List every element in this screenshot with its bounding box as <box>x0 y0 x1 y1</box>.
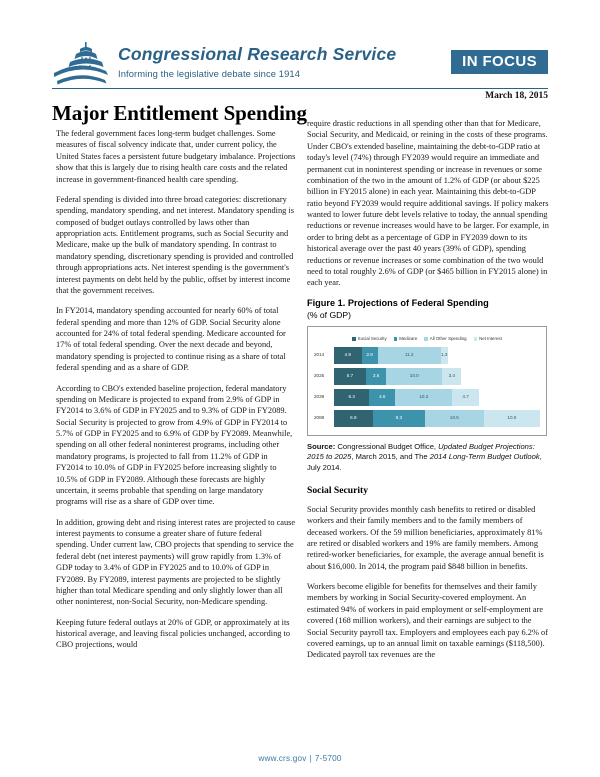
figure-title: Figure 1. Projections of Federal Spending <box>307 297 489 308</box>
bar-track <box>334 410 540 427</box>
source-text: Congressional Budget Office, <box>335 441 439 451</box>
bar-segment: 10.0 <box>484 410 540 427</box>
publication-date: March 18, 2015 <box>485 91 548 101</box>
bar-track <box>334 347 540 364</box>
figure-subtitle: (% of GDP) <box>307 310 351 321</box>
masthead <box>52 40 548 92</box>
bar-segment: 3.6 <box>366 368 386 385</box>
bar-category-label: 2025 <box>314 373 325 379</box>
bar-segment: 6.9 <box>334 410 373 427</box>
legend-swatch-icon <box>394 337 398 341</box>
bar-segment: 11.2 <box>378 347 441 364</box>
bar-empty-space <box>448 347 540 364</box>
bar-segment: 3.4 <box>442 368 461 385</box>
body-paragraph: According to CBO's extended baseline projection, federal mandatory spending on Medicare is projected to expand from 2.9% of GDP in FY2014 to 3.6% of GDP in FY2025 and to 9.3% of GDP in FY2089. Social Security is projected to grow from 4.9% of GDP in FY2014 to 5.7% of GDP in FY2025 and to 6.9% of GDP by FY2089. Meanwhile, spending on all other federal noninterest programs, including other mandatory programs, is projected to fall from 11.2% of GDP in FY2014 to 10.0% of GDP in FY2025 before increasing slightly to 10.5% of GDP in FY2089. Although these forecasts are highly uncertain, it seems probable that spending on large mandatory programs will rise as a share of GDP over time. <box>56 383 293 507</box>
chart-bar-row <box>312 410 540 427</box>
chart-legend <box>308 327 546 345</box>
organization-name: Congressional Research Service <box>118 44 397 64</box>
source-citation-title: Updated Budget Projections: 2015 to 2025 <box>307 441 535 462</box>
figure-1 <box>307 298 549 474</box>
bar-track <box>334 389 540 406</box>
crs-dome-logo-icon <box>52 42 114 88</box>
in-focus-badge: IN FOCUS <box>451 50 548 74</box>
legend-item <box>424 336 466 342</box>
crs-phone: 7-5700 <box>314 754 342 763</box>
bar-category-label: 2039 <box>314 394 325 400</box>
right-column <box>307 118 549 661</box>
bar-segment: 2.9 <box>362 347 378 364</box>
source-label: Source: <box>307 441 336 451</box>
bar-segment: 4.9 <box>334 347 362 364</box>
source-text: , July 2014. <box>307 452 542 473</box>
crs-logo <box>52 42 397 90</box>
legend-label: Medicare <box>399 335 418 341</box>
bar-segment: 5.7 <box>334 368 366 385</box>
bar-segment: 4.6 <box>369 389 395 406</box>
bar-segment: 10.0 <box>386 368 442 385</box>
figure-source-note <box>307 442 549 474</box>
chart-bar-row <box>312 368 540 385</box>
body-paragraph: Federal spending is divided into three broad categories: discretionary spending, mandatory spending, and net interest. Mandatory spending is composed of budget outlays controlled by laws other than appropriation acts. Entitlement programs, such as Social Security and Medicare, make up the bulk of mandatory spending. In contrast to mandatory spending, discretionary spending is provided and controlled through appropriations acts. Net interest spending is the government's interest payments on debt held by the public, offset by interest income that the government receives. <box>56 194 294 295</box>
bar-segment: 10.2 <box>395 389 452 406</box>
bar-segment: 6.3 <box>334 389 369 406</box>
bar-segment: 1.3 <box>441 347 448 364</box>
bar-category-label: 2014 <box>314 352 325 358</box>
section-heading-social-security: Social Security <box>307 484 369 496</box>
crs-logo-text <box>118 44 396 79</box>
bar-segment: 9.3 <box>373 410 425 427</box>
legend-label: Social Security <box>357 335 387 341</box>
left-column <box>56 128 296 651</box>
bar-empty-space <box>479 389 540 406</box>
source-text: , March 2015, and The <box>351 452 430 462</box>
organization-tagline: Informing the legislative debate since 1914 <box>118 68 301 79</box>
legend-label: Net Interest <box>479 335 502 341</box>
body-paragraph: In FY2014, mandatory spending accounted for nearly 60% of total federal spending and more than 12% of GDP. Social Security alone accounted for 24% of total federal spending. Medicare accounted for 17% of total federal spending. Over the next decade and beyond, mandatory spending is projected to continue rising as a share of total federal spending and as a share of GDP. <box>56 306 286 373</box>
legend-swatch-icon <box>474 337 478 341</box>
page-footer <box>0 754 600 763</box>
body-paragraph: Workers become eligible for benefits for themselves and their family members by working in Social Security-covered employment. An estimated 94% of workers in paid employment or self-employment are covered (168 million workers), and their earnings are subject to the Social Security payroll tax. Employers and employees each pay 6.2% of covered earnings, up to an annual limit on taxable earnings ($118,500). Dedicated payroll tax revenues are the <box>307 582 548 660</box>
page-title: Major Entitlement Spending <box>52 101 307 125</box>
legend-swatch-icon <box>352 337 356 341</box>
legend-item <box>394 336 418 342</box>
body-paragraph: In addition, growing debt and rising interest rates are projected to cause interest payments to consume a greater share of future federal spending. Under current law, CBO projects that spending to service the federal debt (net interest payments) will grow rapidly from 1.3% of GDP today to 3.4% of GDP in FY2025 and to 10.0% of GDP in FY2089. By FY2089, interest payments are projected to be slightly higher than total Medicare spending and only slightly lower than all other noninterest, non-Social Security, non-Medicare spending. <box>56 517 296 607</box>
chart-bar-row <box>312 347 540 364</box>
chart-bar-row <box>312 389 540 406</box>
footer-separator: | <box>309 754 312 763</box>
crs-website-link[interactable]: www.crs.gov <box>258 754 307 763</box>
bar-empty-space <box>461 368 540 385</box>
body-paragraph: The federal government faces long-term budget challenges. Some measures of fiscal solvency indicate that, under current policy, the United States faces a persistent future budgetary imbalance. Projections show that this is largely due to rising health care costs and the related increase in government-financed health care spending. <box>56 129 296 184</box>
legend-item <box>352 336 387 342</box>
legend-label: All Other Spending <box>429 335 467 341</box>
bar-segment: 4.7 <box>452 389 478 406</box>
body-paragraph: Keeping future federal outlays at 20% of GDP, or approximately at its historical average, and leaving fiscal policies unchanged, according to CBO projections, would <box>56 617 290 650</box>
bar-category-label: 2089 <box>314 415 325 421</box>
chart-plot-area <box>308 347 546 431</box>
stacked-bar-chart <box>307 326 547 436</box>
header-divider <box>52 88 548 89</box>
body-paragraph: require drastic reductions in all spending other than that for Medicare, Social Security, and Medicaid, or reining in the costs of these programs. Under CBO's extended baseline, maintaining the debt-to-GDP ratio at today's level (74%) through FY2039 would require an immediate and permanent cut in noninterest spending or increase in revenues or some combination of the two in the amount of 1.2% of GDP (or about $225 billion in FY2015 alone) in each year. Maintaining this debt-to-GDP ratio beyond FY2039 would require additional savings. If policy makers wanted to lower future debt levels relative to today, the annual spending reductions or revenue increases would have to be larger. For example, in order to bring debt as a percentage of GDP in FY2039 down to its historical average over the past 40 years (39% of GDP), spending reductions or revenue increases or some combination of the two would need to total roughly 2.6% of GDP (or $465 billion in FY2015 alone) in each year. <box>307 119 549 288</box>
legend-item <box>474 336 502 342</box>
bar-segment: 10.5 <box>425 410 484 427</box>
bar-track <box>334 368 540 385</box>
legend-swatch-icon <box>424 337 428 341</box>
source-citation-title: 2014 Long-Term Budget Outlook <box>429 452 540 462</box>
body-paragraph: Social Security provides monthly cash benefits to retired or disabled workers and their family members and to the family members of deceased workers. Of the 59 million beneficiaries, approximately 81% are retired or disabled workers and 19% are family members. Among retired-worker beneficiaries, for example, the average annual benefit is about $16,000. In 2014, the program paid $848 billion in benefits. <box>307 504 544 571</box>
